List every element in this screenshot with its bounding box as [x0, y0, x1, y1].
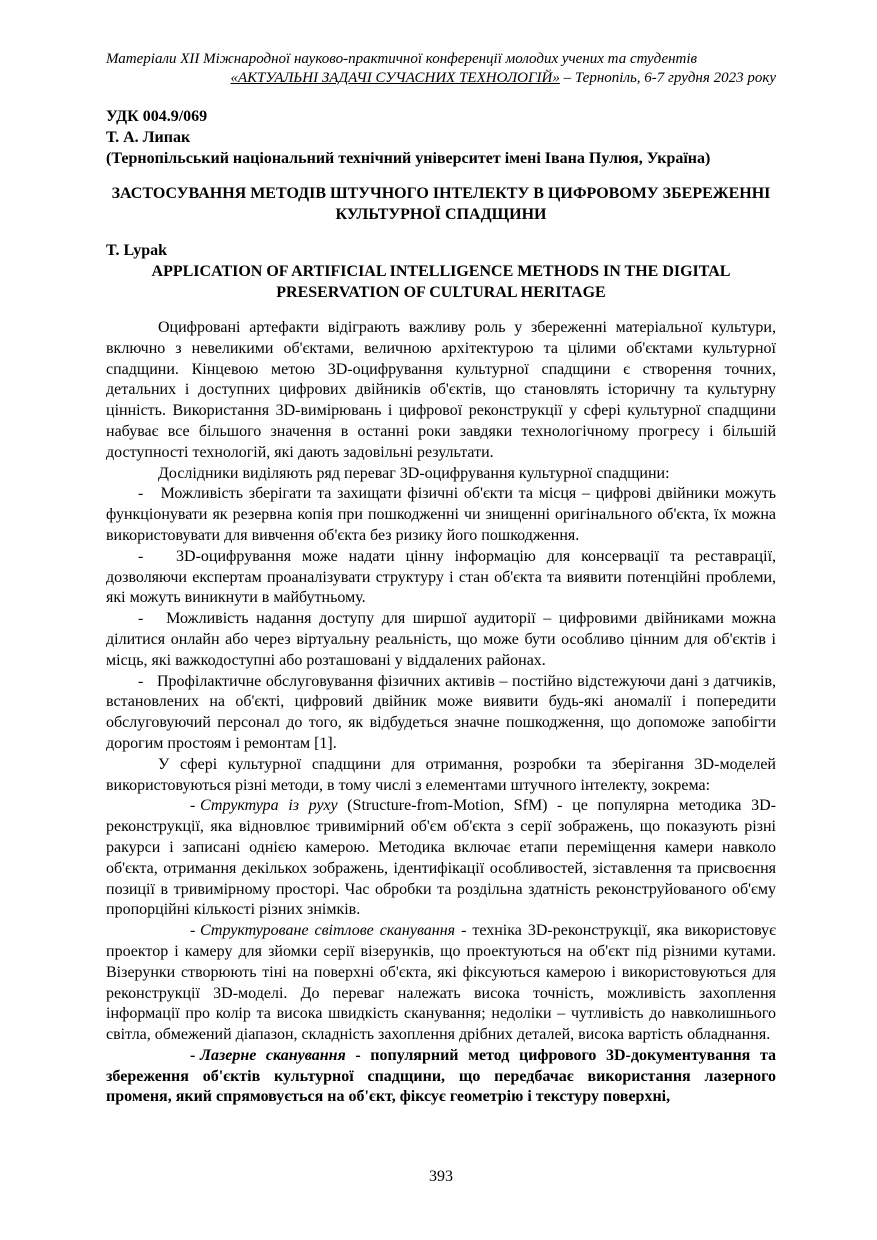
- method-item: [106, 796, 776, 921]
- method-term: Структуроване світлове сканування: [200, 922, 456, 940]
- method-item: [106, 921, 776, 1046]
- list-dash: -: [190, 1046, 196, 1064]
- author-en: T. Lypak: [106, 242, 168, 259]
- list-dash: -: [138, 672, 144, 690]
- udk-code: УДК 004.9/069: [106, 108, 208, 125]
- list-item: [106, 672, 776, 755]
- list-item-text: 3D-оцифрування може надати цінну інформацію для консервації та реставрації, дозволяючи експертам проаналізувати структуру і стан об'єкта та виявити потенційні проблеми, які можуть виникнути в майбутньому.: [106, 547, 777, 607]
- header-line-2: [106, 69, 776, 88]
- running-header: [106, 50, 776, 88]
- page-number: 393: [429, 1168, 453, 1185]
- conference-name: «АКТУАЛЬНІ ЗАДАЧІ СУЧАСНИХ ТЕХНОЛОГІЙ»: [230, 70, 560, 86]
- list-dash: -: [138, 610, 144, 628]
- list-dash: -: [190, 797, 196, 815]
- method-item: [106, 1046, 776, 1108]
- method-term: Структура із руху: [200, 797, 338, 815]
- author-ua: Т. А. Липак: [106, 129, 191, 146]
- list-dash: -: [190, 922, 196, 940]
- method-text: - популярний метод цифрового 3D-документування та збереження об'єктів культурної спадщини, що передбачає використання лазерного променя, який спрямовується на об'єкт, фіксує геометрію і текстуру поверхні,: [106, 1046, 776, 1106]
- list-item: [106, 547, 776, 609]
- article-body: [106, 318, 776, 1108]
- list-item: [106, 609, 776, 671]
- list-item-text: Профілактичне обслуговування фізичних активів – постійно відстежуючи дані з датчиків, встановлених на об'єкті, цифровий двійник може виявити будь-які аномалії і попередити обслуговуючий персонал до того, як відбудеться значне пошкодження, що допоможе запобігти дорогим простоям і ремонтам [1].: [106, 672, 776, 752]
- title-ua: ЗАСТОСУВАННЯ МЕТОДІВ ШТУЧНОГО ІНТЕЛЕКТУ В ЦИФРОВОМУ ЗБЕРЕЖЕННІ КУЛЬТУРНОЇ СПАДЩИНИ: [111, 185, 771, 223]
- list-dash: -: [138, 547, 144, 565]
- paragraph-intro: Оцифровані артефакти відіграють важливу роль у збереженні матеріальної культури, включно з невеликими об'єктами, величною архітектурою та цілими об'єктами культурної спадщини. Кінцевою метою 3D-оцифрування культурної спадщини є створення точних, детальних і доступних цифрових двійників об'єктів, що становлять історичну та культурну цінність. Використання 3D-вимірювань і цифрової реконструкції у сфері культурної спадщини набуває все більшого значення в останні роки завдяки технологічному прогресу і більшій доступності технологій, які дають задовільні результати.: [106, 319, 776, 461]
- list-item-text: Можливість надання доступу для ширшої аудиторії – цифровими двійниками можна ділитися онлайн або через віртуальну реальність, що може бути особливо цінним для об'єктів і місць, які важкодоступні або розташовані у віддалених районах.: [106, 610, 776, 669]
- header-line-1: Матеріали ХІІ Міжнародної науково-практичної конференції молодих учених та студентів: [106, 51, 698, 67]
- affiliation: (Тернопільський національний технічний університет імені Івана Пулюя, Україна): [106, 150, 711, 167]
- method-term: Лазерне сканування: [200, 1046, 346, 1064]
- list-item-text: Можливість зберігати та захищати фізичні об'єкти та місця – цифрові двійники можуть функціонувати як резервна копія при пошкодженні чи знищенні оригінального об'єкта, їх можна використовувати для вивчення об'єкта без ризику його пошкодження.: [106, 485, 777, 544]
- article-meta: [106, 106, 776, 169]
- paragraph-methods-intro: У сфері культурної спадщини для отримання, розробки та зберігання 3D-моделей використовуються різні методи, в тому числі з елементами штучного інтелекту, зокрема:: [106, 755, 776, 794]
- list-item: [106, 484, 776, 546]
- title-en: APPLICATION OF ARTIFICIAL INTELLIGENCE METHODS IN THE DIGITAL PRESERVATION OF CULTURAL HERITAGE: [151, 263, 731, 301]
- conference-place-date: – Тернопіль, 6-7 грудня 2023 року: [559, 70, 776, 86]
- paragraph-advantages: Дослідники виділяють ряд переваг 3D-оцифрування культурної спадщини:: [158, 464, 670, 482]
- list-dash: -: [138, 485, 144, 503]
- method-text: (Structure-from-Motion, SfM) - це популярна методика 3D-реконструкції, яка відновлює тривимірний об'єм об'єкта з серії зображень, що показують різні ракурси і записані однією камерою. Методика включає етапи переміщення камери навколо об'єкта, отримання декількох зображень, ідентифікації особливостей, зіставлення та присвоєння позиції в тривимірному просторі. Час обробки та роздільна здатність реконструйованого об'єму пропорційні кількості різних знімків.: [106, 797, 777, 919]
- method-text: - техніка 3D-реконструкції, яка використовує проектор і камеру для зйомки серії візерунків, що проектуються на об'єкт під різними кутами. Візерунки створюють тіні на поверхні об'єкта, які фіксуються камерою і використовуються для реконструкції 3D-моделі. До переваг належать висока точність, можливість захоплення інформації про колір та висока швидкість сканування; недоліки – чутливість до навколишнього світла, обмежений діапазон, складність захоплення дрібних деталей, висока вартість обладнання.: [106, 922, 776, 1044]
